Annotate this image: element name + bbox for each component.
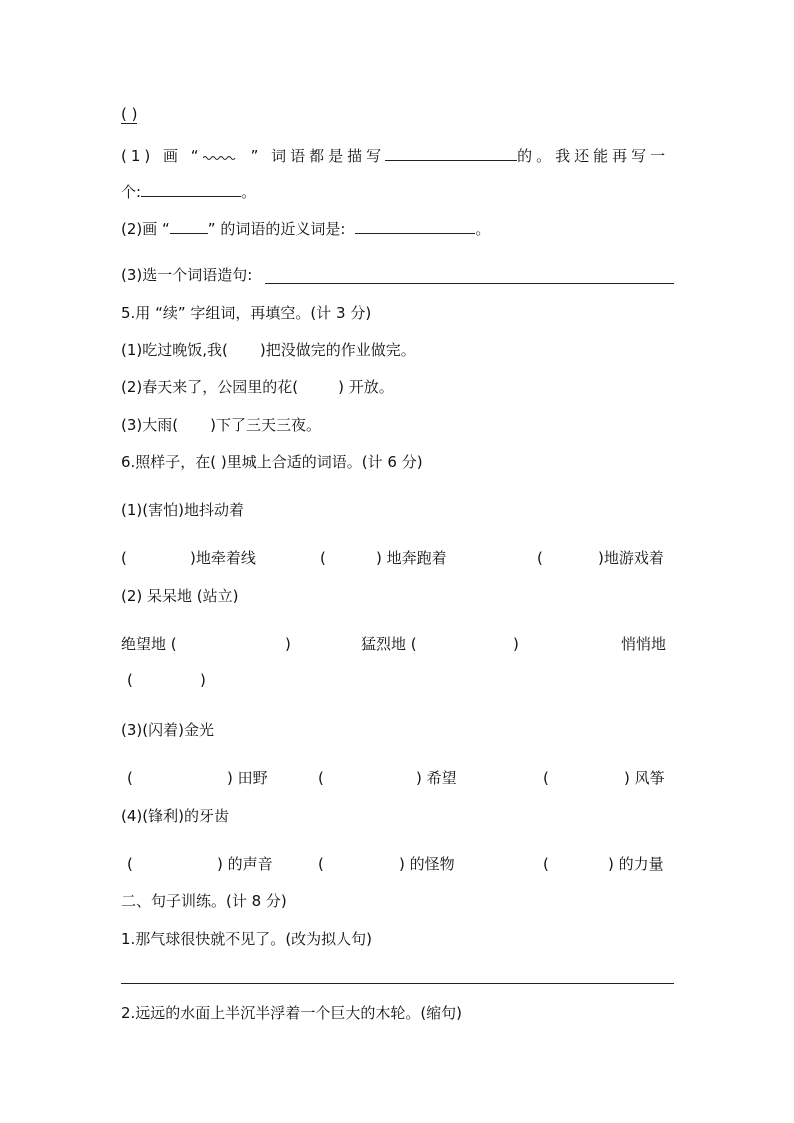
q5-s3-b: )下了三天三夜。 bbox=[210, 416, 321, 434]
q4-s1-c: 的。我还能再写一 bbox=[517, 147, 670, 165]
q6-g3-example: (3)(闪着)金光 bbox=[121, 721, 214, 739]
q4-s2-a: (2)画 “ bbox=[121, 220, 170, 238]
q6-g1-item2: ) 地奔跑着 bbox=[376, 549, 447, 567]
q6-g2-item2-open: 猛烈地 ( bbox=[361, 635, 417, 653]
q4-sub2 bbox=[121, 217, 490, 239]
wavy-underline-icon bbox=[203, 145, 237, 161]
q4-sub1-line2 bbox=[121, 180, 256, 202]
q4-s1-d: 个: bbox=[121, 183, 142, 201]
q6-g1-item3: )地游戏着 bbox=[598, 549, 664, 567]
q5-s1-b: )把没做完的作业做完。 bbox=[259, 341, 416, 359]
q4-s1-end: 。 bbox=[241, 183, 257, 201]
q6-g4-item2-open: ( bbox=[318, 855, 324, 873]
q6-g1-example: (1)(害怕)地抖动着 bbox=[121, 501, 244, 519]
top-paren: ( ) bbox=[121, 105, 138, 123]
q4-s2-b: ” 的词语的近义词是: bbox=[207, 220, 346, 238]
q4-s2-mark bbox=[170, 217, 208, 234]
q6-g2-item1-close: ) bbox=[285, 635, 291, 653]
q5-s2-a: (2)春天来了，公园里的花( bbox=[121, 378, 299, 396]
q4-sub1-line1 bbox=[121, 144, 669, 166]
q6-g3-item3: ) 风筝 bbox=[624, 769, 665, 787]
q5-s2-b: ) 开放。 bbox=[338, 378, 394, 396]
q6-g1-item1-open: ( bbox=[121, 549, 127, 567]
q4-s2-end: 。 bbox=[475, 220, 491, 238]
q6-g4-example: (4)(锋利)的牙齿 bbox=[121, 807, 229, 825]
q5-sub3 bbox=[121, 415, 321, 435]
q5-sub1 bbox=[121, 340, 416, 360]
q6-g4-item1: ) 的声音 bbox=[217, 855, 273, 873]
q5-title: 5.用 “续” 字组词，再填空。(计 3 分) bbox=[121, 304, 372, 322]
q4-s1-a: (1) 画 “ bbox=[121, 147, 203, 165]
section2-q1: 1.那气球很快就不见了。(改为拟人句) bbox=[121, 930, 373, 948]
q6-g4-item1-open: ( bbox=[127, 855, 133, 873]
q6-g3-item3-open: ( bbox=[543, 769, 549, 787]
q6-g4-item3: ) 的力量 bbox=[608, 855, 664, 873]
q5-sub2 bbox=[121, 377, 394, 397]
q6-g3-item2: ) 希望 bbox=[416, 769, 457, 787]
section2-q2: 2.远远的水面上半沉半浮着一个巨大的木轮。(缩句) bbox=[121, 1004, 463, 1022]
q6-g3-item2-open: ( bbox=[318, 769, 324, 787]
q6-g1-item2-open: ( bbox=[320, 549, 326, 567]
q6-g2-item1-open: 绝望地 ( bbox=[121, 635, 177, 653]
q6-g3-item1: ) 田野 bbox=[227, 769, 268, 787]
q6-g2-item3-open: ( bbox=[127, 671, 133, 689]
q6-g1-item3-open: ( bbox=[537, 549, 543, 567]
section2-q1-answer-line[interactable] bbox=[121, 983, 674, 984]
q5-s1-a: (1)吃过晚饭,我( bbox=[121, 341, 228, 359]
q4-s1-blank2[interactable] bbox=[141, 180, 241, 197]
section2-title: 二、句子训练。(计 8 分) bbox=[121, 892, 287, 910]
q4-s3-blank[interactable] bbox=[265, 283, 674, 284]
q6-g4-item2: ) 的怪物 bbox=[399, 855, 455, 873]
q6-g2-item2-close: ) bbox=[513, 635, 519, 653]
q6-g4-item3-open: ( bbox=[543, 855, 549, 873]
q4-s1-blank1[interactable] bbox=[385, 144, 517, 161]
q6-title: 6.照样子，在( )里城上合适的词语。(计 6 分) bbox=[121, 453, 423, 471]
q6-g2-item3-close: ) bbox=[200, 671, 206, 689]
q6-g2-item3: 悄悄地 bbox=[621, 635, 667, 653]
q4-s3: (3)选一个词语造句: bbox=[121, 266, 253, 284]
q4-sub3 bbox=[121, 265, 252, 285]
q6-g2-example: (2) 呆呆地 (站立) bbox=[121, 587, 239, 605]
q4-s1-b: ” 词语都是描写 bbox=[250, 147, 386, 165]
q4-s2-blank[interactable] bbox=[355, 217, 475, 234]
q6-g3-item1-open: ( bbox=[127, 769, 133, 787]
q5-s3-a: (3)大雨( bbox=[121, 416, 179, 434]
q6-g1-item1: )地牵着线 bbox=[190, 549, 256, 567]
